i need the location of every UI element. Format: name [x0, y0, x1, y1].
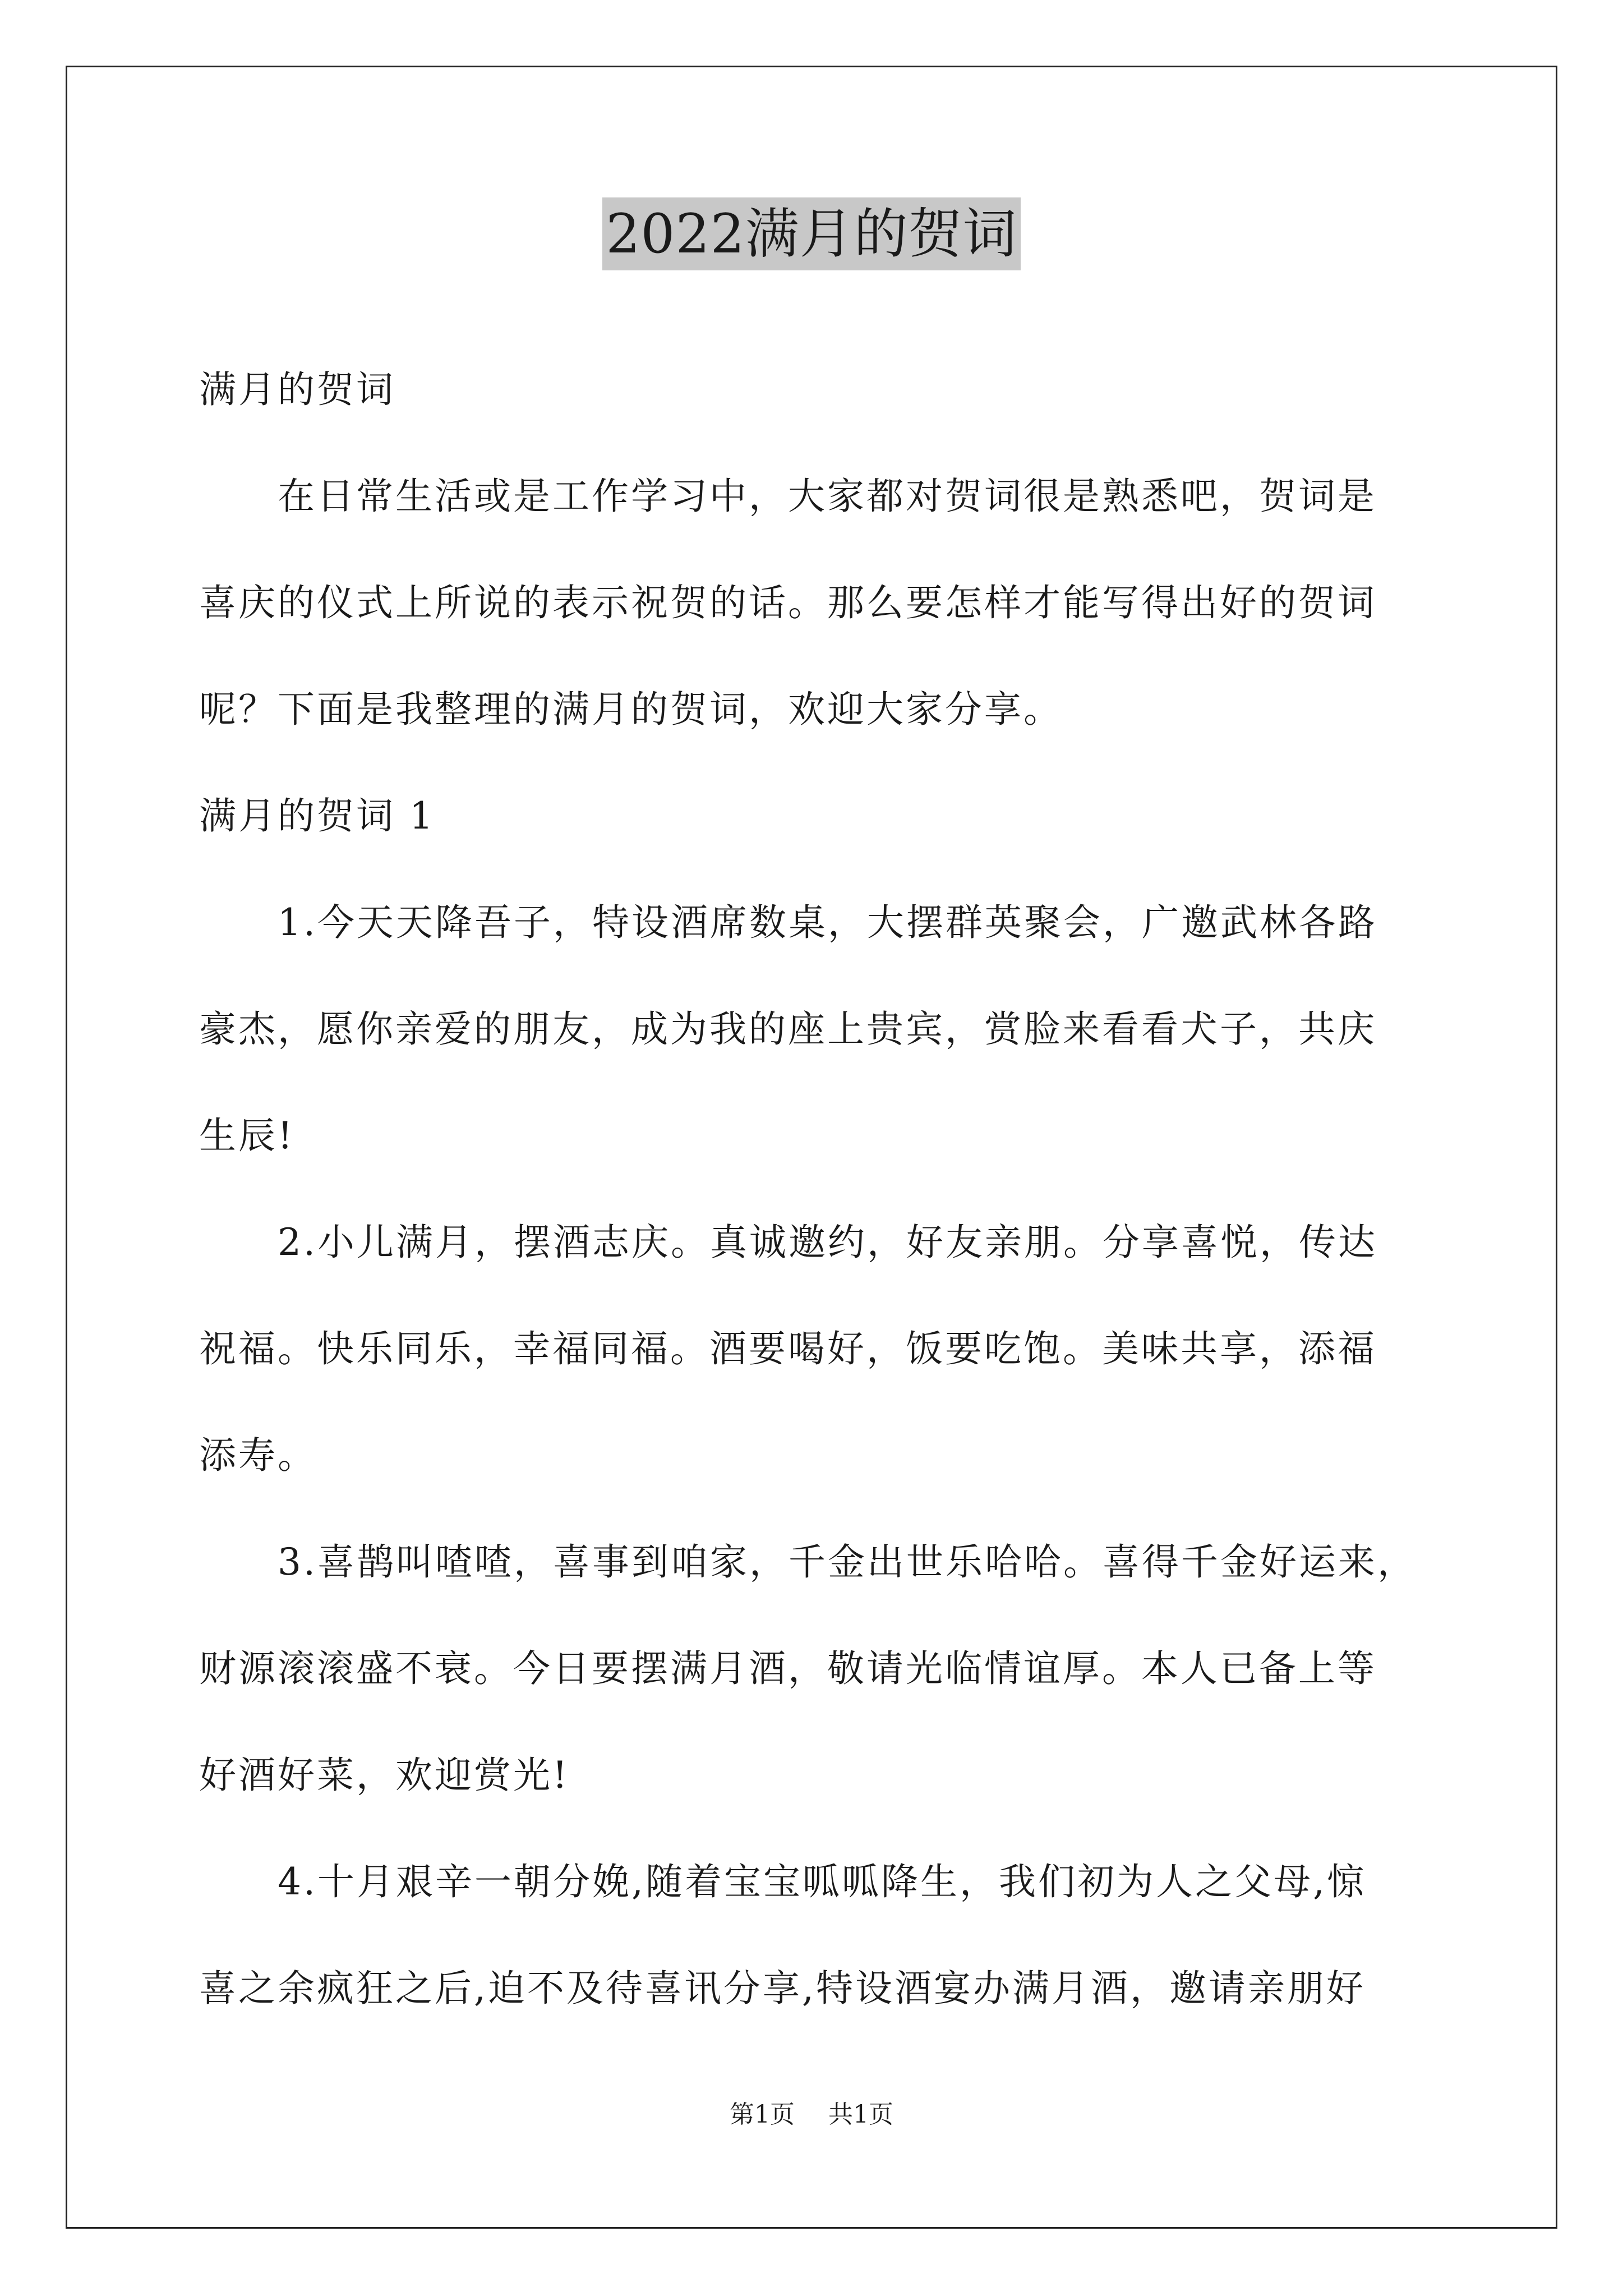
paragraph-line: 3.喜鹊叫喳喳，喜事到咱家，千金出世乐哈哈。喜得千金好运来，: [278, 1540, 1417, 1584]
paragraph-line: 4.十月艰辛一朝分娩,随着宝宝呱呱降生，我们初为人之父母,惊: [278, 1860, 1366, 1903]
paragraph-line: 1.今天天降吾子，特设酒席数桌，大摆群英聚会，广邀武林各路: [278, 901, 1377, 944]
document-title: 2022满月的贺词: [602, 197, 1020, 270]
paragraph-line: 祝福。快乐同乐，幸福同福。酒要喝好，饭要吃饱。美味共享，添福: [199, 1327, 1377, 1370]
document-body: [199, 337, 1433, 2042]
paragraph-line: 豪杰，愿你亲爱的朋友，成为我的座上贵宾，赏脸来看看犬子，共庆: [199, 1007, 1377, 1051]
paragraph-line: 在日常生活或是工作学习中，大家都对贺词很是熟悉吧，贺词是: [278, 475, 1377, 518]
section-heading: 满月的贺词 1: [199, 794, 435, 838]
title-container: [0, 197, 1623, 270]
page-number: 第1页: [730, 2100, 795, 2129]
paragraph-line: 2.小儿满月，摆酒志庆。真诚邀约，好友亲朋。分享喜悦，传达: [278, 1221, 1377, 1264]
page-total: 共1页: [828, 2100, 893, 2129]
paragraph-line: 财源滚滚盛不衰。今日要摆满月酒，敬请光临情谊厚。本人已备上等: [199, 1647, 1377, 1690]
paragraph-line: 添寿。: [199, 1434, 317, 1477]
page-footer: [0, 2098, 1623, 2132]
paragraph-line: 好酒好菜，欢迎赏光!: [199, 1754, 570, 1797]
paragraph-line: 喜庆的仪式上所说的表示祝贺的话。那么要怎样才能写得出好的贺词: [199, 581, 1377, 624]
paragraph-line: 喜之余疯狂之后,迫不及待喜讯分享,特设酒宴办满月酒，邀请亲朋好: [199, 1967, 1366, 2010]
paragraph-line: 呢？下面是我整理的满月的贺词，欢迎大家分享。: [199, 688, 1063, 731]
heading-line: 满月的贺词: [199, 368, 395, 411]
paragraph-line: 生辰!: [199, 1114, 295, 1157]
